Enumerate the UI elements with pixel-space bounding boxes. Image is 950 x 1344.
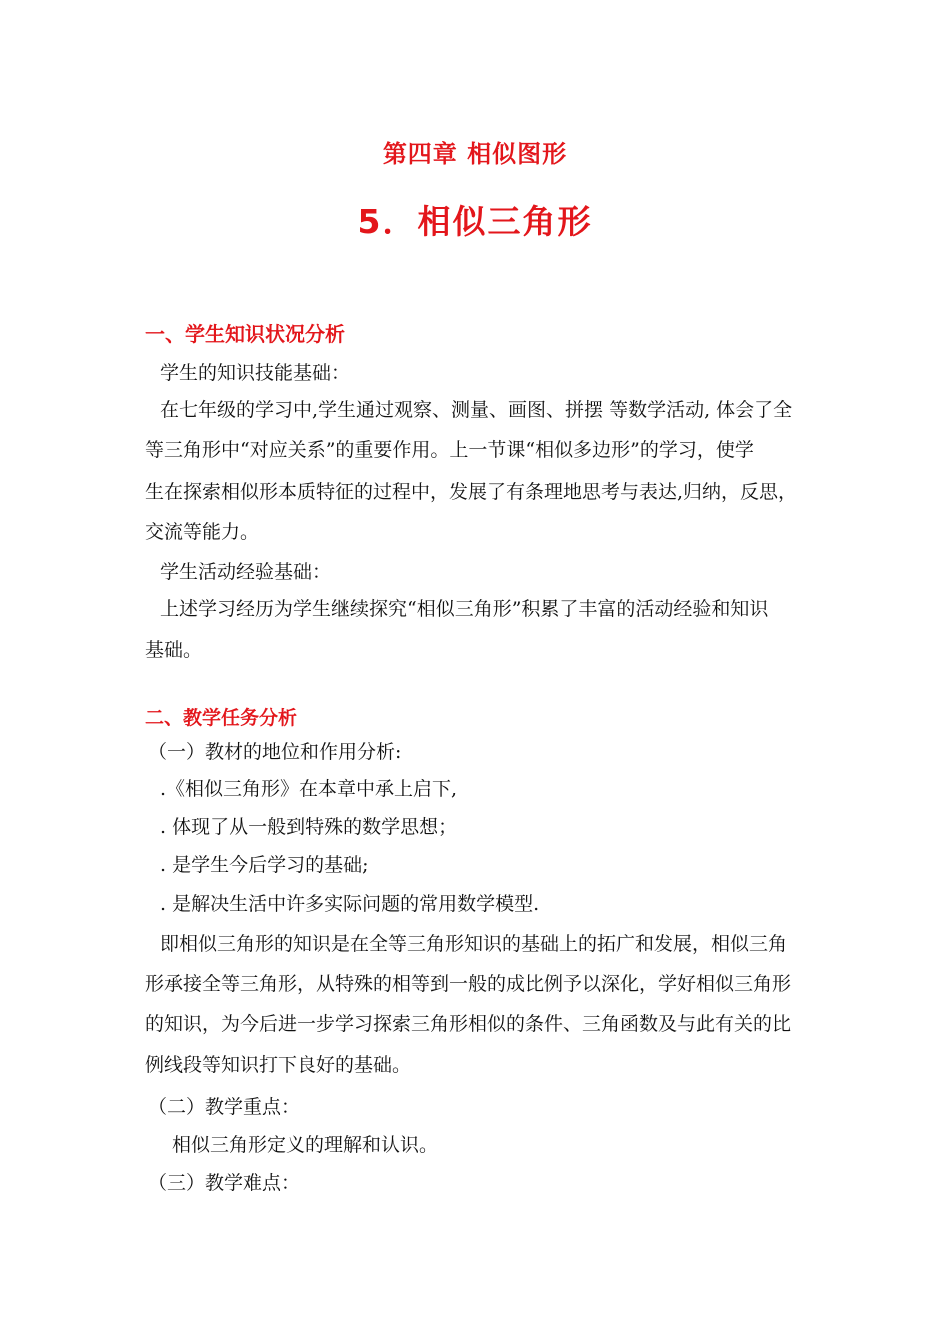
paragraph-line: 的知识，为今后进一步学习探索三角形相似的条件、三角函数及与此有关的比 — [145, 1013, 792, 1035]
paragraph-line: 交流等能力。 — [145, 521, 260, 543]
subsection-heading: （一）教材的地位和作用分析: — [148, 741, 402, 763]
lesson-title: 5．相似三角形 — [357, 202, 593, 241]
list-item: . 是学生今后学习的基础; — [160, 854, 369, 876]
paragraph-line: 学生的知识技能基础： — [160, 362, 351, 384]
paragraph-line: 即相似三角形的知识是在全等三角形知识的基础上的拓广和发展，相似三角 — [160, 933, 788, 955]
list-item: . 是解决生活中许多实际问题的常用数学模型. — [160, 893, 540, 915]
list-item: .《相似三角形》在本章中承上启下, — [160, 778, 458, 800]
paragraph-line: 形承接全等三角形，从特殊的相等到一般的成比例予以深化，学好相似三角形 — [145, 973, 792, 995]
paragraph-line: 等三角形中“对应关系”的重要作用。上一节课“相似多边形”的学习，使学 — [145, 439, 754, 461]
section-heading-task-analysis: 二、教学任务分析 — [145, 707, 298, 729]
paragraph-line: 相似三角形定义的理解和认识。 — [172, 1134, 439, 1156]
paragraph-line: 上述学习经历为学生继续探究“相似三角形”积累了丰富的活动经验和知识 — [160, 598, 769, 620]
subsection-heading: （三）教学难点： — [148, 1172, 301, 1194]
section-heading-student-analysis: 一、学生知识状况分析 — [145, 322, 345, 346]
paragraph-line: 学生活动经验基础： — [160, 561, 332, 583]
paragraph-line: 在七年级的学习中,学生通过观察、测量、画图、拼摆 等数学活动, 体会了全 — [160, 399, 793, 421]
paragraph-line: 基础。 — [145, 639, 203, 661]
paragraph-line: 例线段等知识打下良好的基础。 — [145, 1054, 412, 1076]
chapter-title: 第四章 相似图形 — [382, 140, 568, 168]
paragraph-line: 生在探索相似形本质特征的过程中，发展了有条理地思考与表达,归纳，反思， — [145, 481, 798, 503]
list-item: . 体现了从一般到特殊的数学思想； — [160, 816, 458, 838]
subsection-heading: （二）教学重点： — [148, 1096, 301, 1118]
